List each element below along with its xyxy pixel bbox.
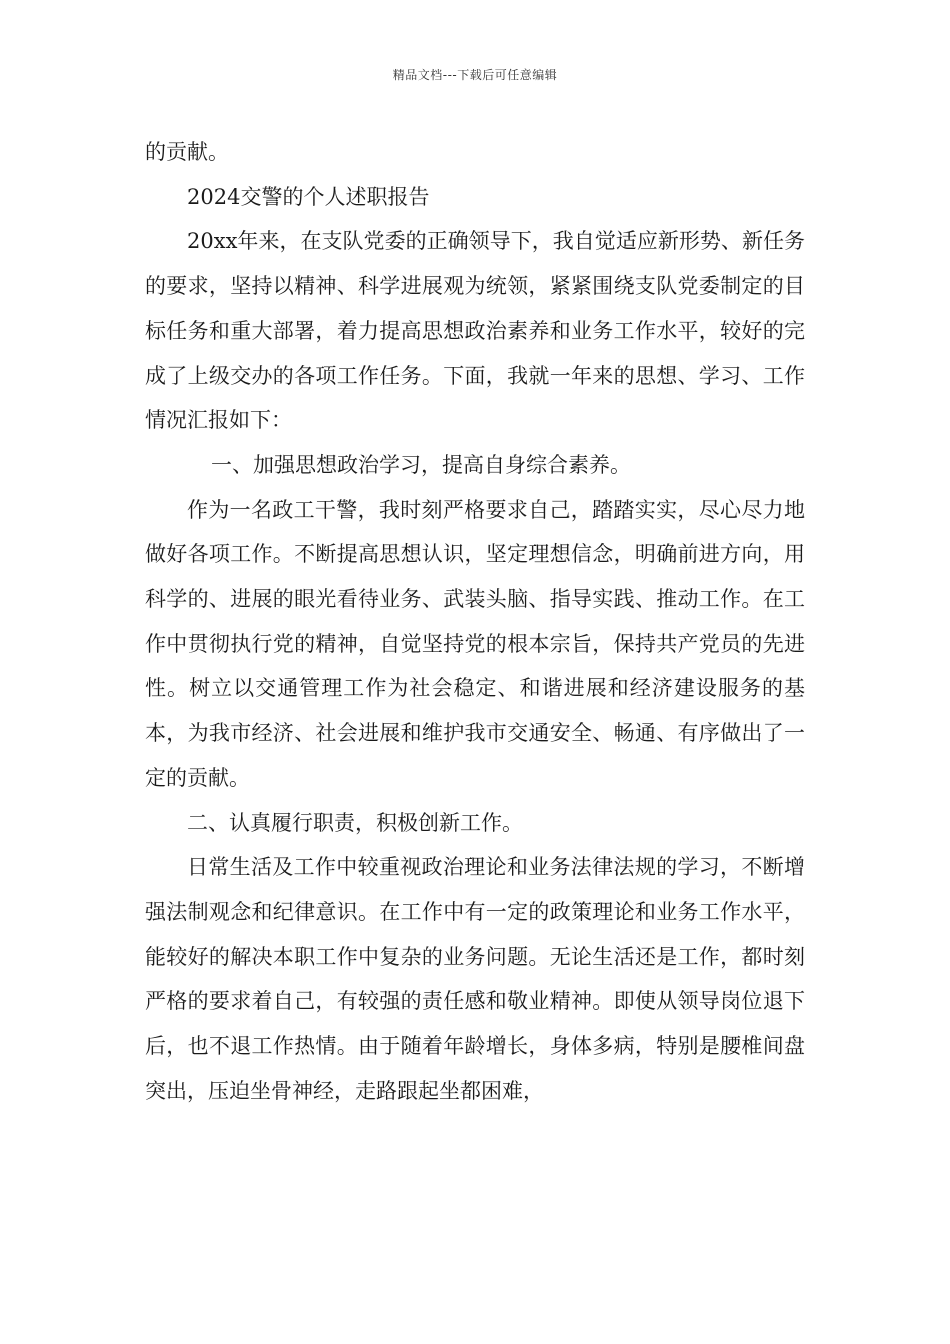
paragraph-intro: 20xx年来，在支队党委的正确领导下，我自觉适应新形势、新任务的要求，坚持以精神、科学进展观为统领，紧紧围绕支队党委制定的目标任务和重大部署，着力提高思想政治素养和业务工作水平，较好的完成了上级交办的各项工作任务。下面，我就一年来的思想、学习、工作情况汇报如下：	[145, 229, 805, 433]
section-heading-1: 一、加强思想政治学习，提高自身综合素养。	[211, 452, 631, 477]
page-header: 精品文档---下载后可任意编辑	[392, 68, 558, 82]
document-body	[145, 130, 805, 1113]
paragraph-section-2: 日常生活及工作中较重视政治理论和业务法律法规的学习，不断增强法制观念和纪律意识。在工作中有一定的政策理论和业务工作水平，能较好的解决本职工作中复杂的业务问题。无论生活还是工作，都时刻严格的要求着自己，有较强的责任感和敬业精神。即使从领导岗位退下后，也不退工作热情。由于随着年龄增长，身体多病，特别是腰椎间盘突出，压迫坐骨神经，走路跟起坐都困难，	[145, 855, 805, 1103]
report-title: 2024交警的个人述职报告	[187, 184, 430, 209]
paragraph-continuation: 的贡献。	[145, 140, 229, 164]
section-heading-2: 二、认真履行职责，积极创新工作。	[187, 810, 523, 835]
paragraph-section-1: 作为一名政工干警，我时刻严格要求自己，踏踏实实，尽心尽力地做好各项工作。不断提高思想认识，坚定理想信念，明确前进方向，用科学的、进展的眼光看待业务、武装头脑、指导实践、推动工作。在工作中贯彻执行党的精神，自觉坚持党的根本宗旨，保持共产党员的先进性。树立以交通管理工作为社会稳定、和谐进展和经济建设服务的基本，为我市经济、社会进展和维护我市交通安全、畅通、有序做出了一定的贡献。	[145, 497, 805, 790]
